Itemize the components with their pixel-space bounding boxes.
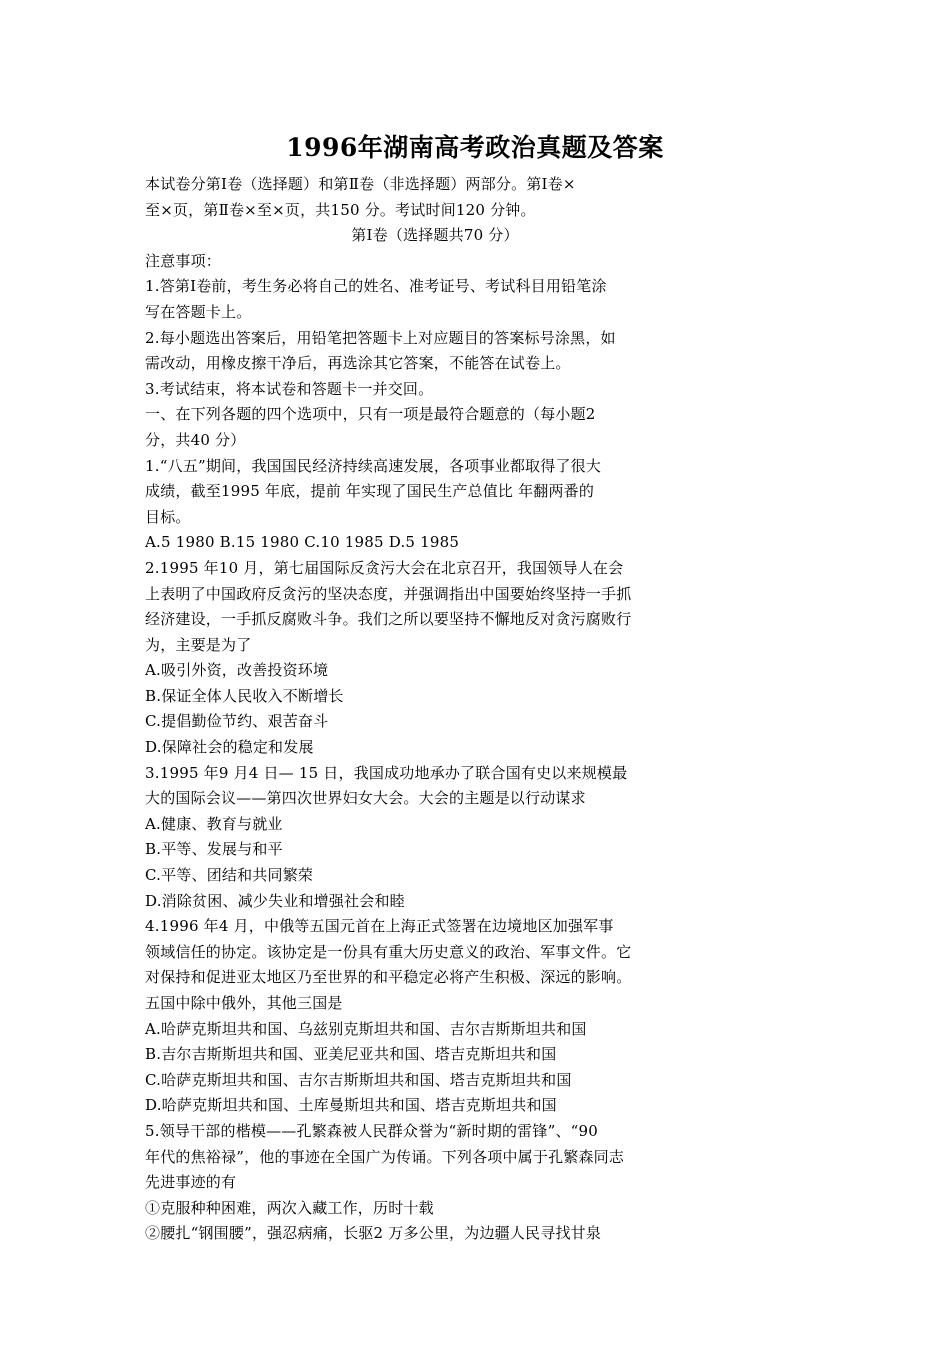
statement-item: ②腰扎“钢围腰”，强忍病痛，长驱2 万多公里，为边疆人民寻找甘泉 — [145, 1224, 602, 1243]
answer-option: C.平等、团结和共同繁荣 — [145, 866, 314, 885]
notice-item: 需改动，用橡皮擦干净后，再选涂其它答案，不能答在试卷上。 — [145, 354, 571, 373]
document-title: 1996年湖南高考政治真题及答案 — [286, 133, 664, 162]
question-text: 成绩，截至1995 年底，提前 年实现了国民生产总值比 年翻两番的 — [145, 482, 595, 501]
notice-item: 1.答第Ⅰ卷前，考生务必将自己的姓名、准考证号、考试科目用铅笔涂 — [145, 277, 607, 296]
question-text: 先进事迹的有 — [145, 1173, 237, 1192]
document-body — [145, 172, 705, 1247]
answer-option: D.消除贫困、减少失业和增强社会和睦 — [145, 891, 405, 910]
question-text: 经济建设，一手抓反腐败斗争。我们之所以要坚持不懈地反对贪污腐败行 — [145, 610, 632, 629]
question-text: 4.1996 年4 月，中俄等五国元首在上海正式签署在边境地区加强军事 — [145, 917, 614, 936]
question-text: 为，主要是为了 — [145, 635, 252, 654]
intro-line: 至×页，第Ⅱ卷×至×页，共150 分。考试时间120 分钟。 — [145, 200, 536, 219]
answer-option: B.吉尔吉斯斯坦共和国、亚美尼亚共和国、塔吉克斯坦共和国 — [145, 1045, 557, 1064]
question-text: 目标。 — [145, 507, 191, 526]
answer-option: B.平等、发展与和平 — [145, 840, 283, 859]
intro-line: 本试卷分第Ⅰ卷（选择题）和第Ⅱ卷（非选择题）两部分。第Ⅰ卷× — [145, 175, 576, 193]
question-text: 上表明了中国政府反贪污的坚决态度，并强调指出中国要始终坚持一手抓 — [145, 584, 632, 603]
part-heading: 分，共40 分） — [145, 430, 246, 449]
question-text: 1.“八五”期间，我国国民经济持续高速发展，各项事业都取得了很大 — [145, 456, 602, 475]
answer-option: C.哈萨克斯坦共和国、吉尔吉斯斯坦共和国、塔吉克斯坦共和国 — [145, 1070, 572, 1089]
answer-option: A.健康、教育与就业 — [145, 814, 283, 833]
part-heading: 一、在下列各题的四个选项中，只有一项是最符合题意的（每小题2 — [145, 405, 596, 424]
notice-heading: 注意事项： — [145, 251, 222, 270]
question-text: 5.领导干部的楷模——孔繁森被人民群众誉为“新时期的雷锋”、“90 — [145, 1121, 599, 1140]
notice-item: 写在答题卡上。 — [145, 302, 252, 321]
answer-option: A.吸引外资，改善投资环境 — [145, 661, 329, 680]
question-text: 2.1995 年10 月，第七届国际反贪污大会在北京召开，我国领导人在会 — [145, 558, 624, 577]
question-text: 3.1995 年9 月4 日— 15 日，我国成功地承办了联合国有史以来规模最 — [145, 763, 628, 782]
question-text: 年代的焦裕禄”，他的事迹在全国广为传诵。下列各项中属于孔繁森同志 — [145, 1147, 625, 1166]
notice-item: 2.每小题选出答案后，用铅笔把答题卡上对应题目的答案标号涂黑，如 — [145, 328, 616, 347]
section-heading: 第Ⅰ卷（选择题共70 分） — [351, 226, 519, 245]
question-text: 大的国际会议——第四次世界妇女大会。大会的主题是以行动谋求 — [145, 789, 586, 808]
answer-options: A.5 1980 B.15 1980 C.10 1985 D.5 1985 — [145, 533, 460, 552]
answer-option: B.保证全体人民收入不断增长 — [145, 686, 344, 705]
answer-option: D.哈萨克斯坦共和国、土库曼斯坦共和国、塔吉克斯坦共和国 — [145, 1096, 557, 1115]
answer-option: D.保障社会的稳定和发展 — [145, 738, 314, 757]
question-text: 对保持和促进亚太地区乃至世界的和平稳定必将产生积极、深远的影响。 — [145, 968, 632, 987]
answer-option: C.提倡勤俭节约、艰苦奋斗 — [145, 712, 329, 731]
notice-item: 3.考试结束，将本试卷和答题卡一并交回。 — [145, 379, 434, 398]
question-text: 领域信任的协定。该协定是一份具有重大历史意义的政治、军事文件。它 — [145, 942, 632, 961]
answer-option: A.哈萨克斯坦共和国、乌兹别克斯坦共和国、吉尔吉斯斯坦共和国 — [145, 1019, 587, 1038]
question-text: 五国中除中俄外，其他三国是 — [145, 994, 343, 1012]
statement-item: ①克服种种困难，两次入藏工作，历时十载 — [145, 1198, 434, 1217]
